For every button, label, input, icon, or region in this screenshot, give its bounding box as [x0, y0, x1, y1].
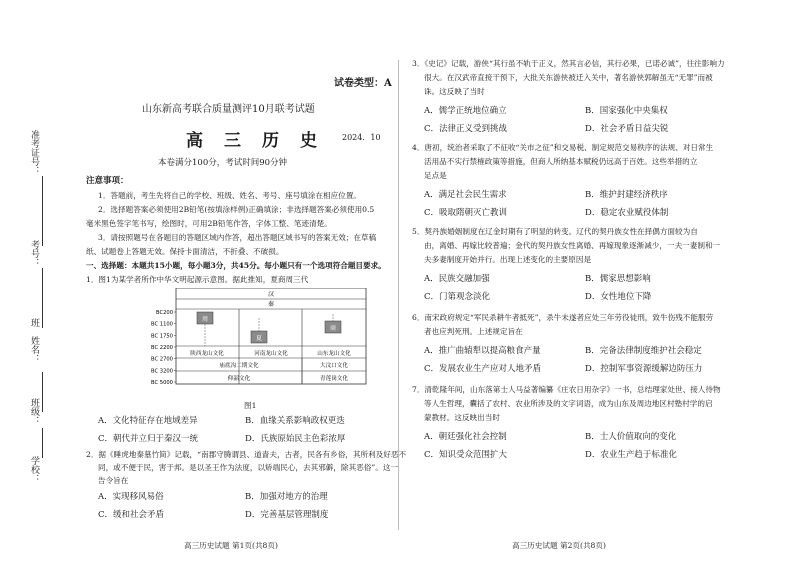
q1-stem: 1．图1为某学者所作中华文明起源示意图。据此推知，夏商周三代: [86, 275, 309, 284]
q4-option-c[interactable]: C．吸取隋朝灭亡教训: [424, 208, 508, 218]
column-label: 陕西龙山文化: [190, 351, 224, 357]
binding-line: [42, 268, 43, 328]
q7-option-b[interactable]: B．士人价值取向的变化: [585, 432, 677, 442]
q3-option-a[interactable]: A．儒学正统地位确立: [424, 106, 507, 116]
y-tick-label: BC 3200: [151, 368, 173, 375]
q7-option-a[interactable]: A．朝廷强化社会控制: [424, 432, 507, 442]
q4-option-b[interactable]: B．维护封建经济秩序: [585, 190, 668, 200]
q6-stem-line: 者也应判死刑。上述规定旨在: [424, 327, 523, 336]
q4-option-a[interactable]: A．满足社会民生需求: [424, 190, 507, 200]
footer-right: 高三历史试题 第2页(共8页): [512, 541, 606, 550]
q3-option-b[interactable]: B．国家强化中央集权: [585, 106, 668, 116]
q7-stem-line: 7．清乾隆年间，山东落第士人马益著编纂《庄农日用杂字》一书，总结理家处世、接人待物: [412, 385, 721, 394]
q2-option-c[interactable]: C．缓和社会矛盾: [98, 510, 165, 520]
q3-option-d[interactable]: D．社会矛盾日益尖锐: [585, 124, 669, 134]
q3-stem-line: 很大。在汉武帝直接干预下，大批关东游侠被迁入关中，著名游侠郭解虽无“无罪”而被: [424, 73, 713, 82]
score-info: 本卷满分100分，考试时间90分钟: [158, 158, 288, 168]
column-label: 河南龙山文化: [254, 351, 288, 357]
notes-heading: 注意事项：: [86, 176, 129, 186]
box-xia-label: 夏: [255, 335, 263, 342]
q1-option-d[interactable]: D．氏族原始民主色彩浓厚: [245, 434, 346, 444]
q5-option-b[interactable]: B．儒家思想影响: [585, 274, 651, 284]
q2-stem-line: 2．据《睡虎地秦墓竹简》记载，“南郡守腾谓县、道啬夫，古者，民各有乡俗，其所利及好恶不: [86, 450, 407, 459]
q1-option-a[interactable]: A．文化特征存在地域差异: [98, 416, 198, 426]
lower-row-label: 青莲岗文化: [320, 376, 348, 382]
y-tick-label: BC200: [156, 310, 173, 316]
q2-stem-line: 同，或不便于民，害于邦。是以圣王作为法度，以矫端民心，去其邪僻，除其恶俗”。这一: [98, 463, 399, 472]
q6-option-c[interactable]: C．发展农业生产应对人地矛盾: [424, 364, 542, 374]
q2-option-d[interactable]: D．完善基层管理制度: [245, 510, 329, 520]
binding-line: [42, 428, 43, 458]
q2-stem-line: 告令旨在: [98, 476, 129, 485]
box-shang-label: 商: [329, 325, 337, 332]
q4-stem-line: 活用品不实行禁榷政策等措施，但商人所纳基本赋税仍远高于百姓。这些举措的立: [424, 157, 698, 166]
q5-option-c[interactable]: C．门第观念淡化: [424, 292, 491, 302]
y-tick-label: BC 2200: [151, 345, 173, 351]
chart-svg: [140, 288, 370, 398]
q3-option-c[interactable]: C．法律正义受到挑战: [424, 124, 508, 134]
q1-option-b[interactable]: B．血缘关系影响政权更迭: [245, 416, 345, 426]
q3-stem-line: 3．《史记》记载，游侠“其行虽不轨于正义，然其言必信，其行必果，已诺必诚”，往往影响力: [412, 59, 725, 68]
top-label-han: 汉: [267, 291, 275, 298]
notes-line: 1．答题前，考生先将自己的学校、班级、姓名、考号、座号填涂在相应位置。: [98, 191, 362, 200]
name-label: 班 姓名：: [29, 318, 39, 363]
notes-line: 纸、试题卷上答题无效。保持卡面清洁，不折叠、不破损。: [86, 247, 284, 256]
section-title: 一、选择题：本题共15小题，每小题3分，共45分。每小题只有一个选项符合题目要求。: [86, 261, 386, 270]
lower-row-label: 庙底沟二期文化: [219, 363, 259, 369]
column-label: 山东龙山文化: [317, 351, 351, 357]
notes-line: 2．选择题答案必须使用2B铅笔(按填涂样例)正确填涂；非选择题答案必须使用0.5: [98, 205, 375, 214]
q5-option-d[interactable]: D．女性地位下降: [585, 292, 652, 302]
q6-option-b[interactable]: B．完备法律制度维护社会稳定: [585, 346, 702, 356]
class-label: 班级：: [29, 398, 39, 425]
q7-stem-line: 等人生哲理，囊括了农村、农业所涉及的文字词语，成为山东及周边地区村塾村学的启: [424, 399, 713, 408]
exam-subtitle: 山东新高考联合质量测评10月联考试题: [142, 104, 315, 115]
binding-line: [42, 176, 43, 246]
exam-date: 2024．10: [342, 133, 381, 142]
q5-stem-line: 夫多妻制度开始并行。出现上述变化的主要原因是: [424, 255, 592, 264]
q4-stem-line: 4．唐初，统治者采取了不征收“关市之征”和交易税、制定规范交易秩序的法规、对日常生: [412, 143, 714, 152]
q4-stem-line: 足点是: [424, 171, 447, 180]
q7-stem-line: 蒙教材。这反映出当时: [424, 413, 500, 422]
q3-stem-line: 诛。这反映了当时: [424, 87, 485, 96]
notes-line: 3．请按照题号在各题目的答题区域内作答，超出答题区域书写的答案无效；在草稿: [98, 233, 377, 242]
top-label-qin: 秦: [267, 301, 275, 308]
lower-row-label: 大汶口文化: [320, 363, 348, 369]
page-title: 高 三 历 史: [186, 131, 319, 151]
y-ticks: [151, 310, 176, 386]
q5-stem-line: 由，离婚、再嫁比较普遍；金代的契丹族女性离婚、再嫁现象逐渐减少，一夫一妻制和一: [424, 241, 721, 250]
q4-option-d[interactable]: D．稳定农业赋役体制: [585, 208, 669, 218]
exam-type: 试卷类型：A: [334, 78, 392, 89]
q2-option-b[interactable]: B．加强对地方的治理: [245, 492, 328, 502]
binding-strip: [0, 0, 68, 566]
footer-left: 高三历史试题 第1页(共8页): [184, 541, 278, 550]
y-tick-label: BC 5000: [151, 380, 173, 386]
exam-number-label: 考号：: [29, 240, 39, 267]
q7-option-d[interactable]: D．农业生产趋于标准化: [585, 450, 677, 460]
lower-row-label: 仰韶文化: [227, 376, 251, 382]
y-tick-label: BC 1750: [151, 333, 173, 340]
q5-option-a[interactable]: A．民族交融加强: [424, 274, 490, 284]
q6-option-d[interactable]: D．控制军事资源缓解边防压力: [585, 364, 703, 374]
box-zhou-label: 周: [201, 316, 209, 323]
school-label: 学校：: [29, 456, 39, 483]
q6-stem-line: 6．南宋政府规定“军民杀耕牛者抵死”，杀牛未遂者应处三年劳役徒刑，致牛伤残不能服劳: [412, 313, 714, 322]
binding-line: [42, 372, 43, 412]
q7-option-c[interactable]: C．知识受众范围扩大: [424, 450, 508, 460]
notes-line: 毫米黑色签字笔书写，绘图时，可用2B铅笔作答，字体工整、笔迹清楚。: [86, 219, 332, 228]
figure-caption: 图1: [244, 401, 257, 410]
q6-option-a[interactable]: A．推广曲辕犁以提高粮食产量: [424, 346, 541, 356]
origin-chart: [140, 288, 370, 398]
admission-number-label: 准考证号：: [29, 130, 39, 175]
q2-option-a[interactable]: A．实现移风易俗: [98, 492, 164, 502]
y-tick-label: BC 1100: [151, 321, 173, 328]
q1-option-c[interactable]: C．朝代并立归于秦汉一统: [98, 434, 199, 444]
y-tick-label: BC 2700: [151, 356, 173, 363]
q5-stem-line: 5．契丹族婚姻制度在辽金时期有了明显的转变。辽代的契丹族女性在择偶方面较为自: [412, 227, 698, 236]
